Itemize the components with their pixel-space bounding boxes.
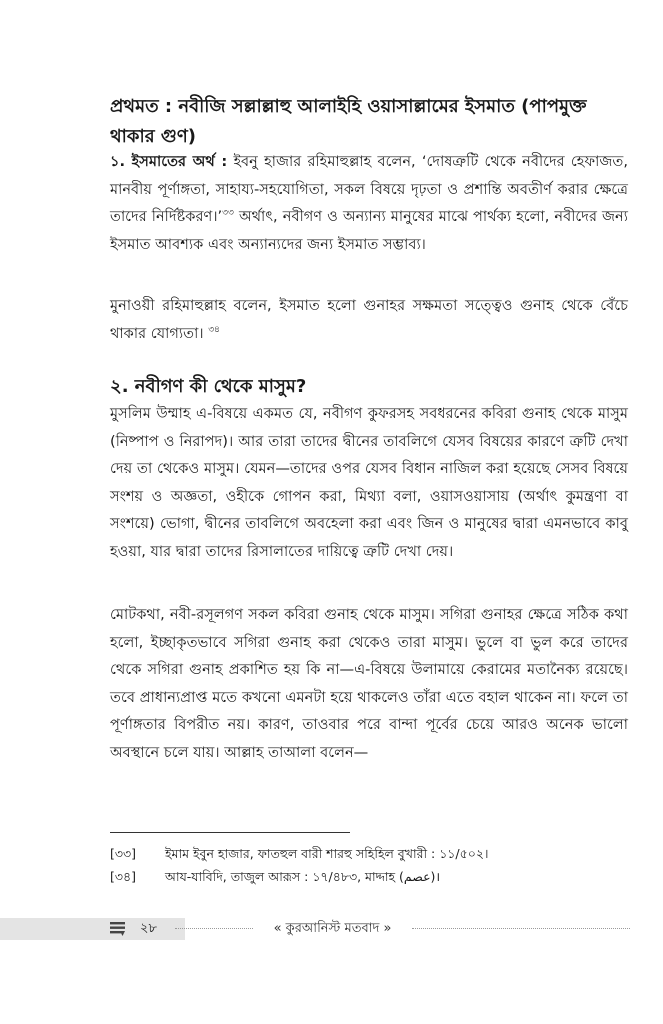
footnote-text: ইমাম ইবুন হাজার, ফাতহুল বারী শারহু সহিহিল বুখারী : ১১/৫০২। <box>165 846 489 861</box>
page-footer <box>0 912 663 946</box>
footnote-divider <box>110 832 350 833</box>
heading-primary: প্রথমত : নবীজি সল্লাল্লাহু আলাইহি ওয়াসাল্লামের ইসমাত (পাপমুক্ত থাকার গুণ) <box>110 96 587 147</box>
munawi-text: মুনাওয়ী রহিমাহুল্লাহ বলেন, ইসমাত হলো গুনাহর সক্ষমতা সত্ত্বেও গুনাহ থেকে বেঁচে থাকার যোগ্যতা। <box>110 297 628 342</box>
footnote-number: [৩৩] <box>110 846 137 861</box>
munawi-paragraph <box>110 292 628 347</box>
footnotes <box>110 842 630 888</box>
footer-ornament-left <box>175 928 253 929</box>
footer-ornament-right <box>412 928 630 929</box>
footnote-ref-33[interactable]: ৩৩ <box>222 208 234 219</box>
footer-band <box>0 918 185 940</box>
footnote-number: [৩৪] <box>110 869 136 884</box>
footnote-text: আয-যাবিদি, তাজুল আরূস : ১৭/৪৮৩, মাদ্দাহ (عصم)। <box>165 869 441 884</box>
footnote-33 <box>110 842 630 865</box>
section2-paragraph: মুসলিম উম্মাহ এ-বিষয়ে একমত যে, নবীগণ কুফরসহ সবধরনের কবিরা গুনাহ থেকে মাসুম (নিষ্পাপ ও নিরাপদ)। আর তারা তাদের দ্বীনের তাবলিগে যেসব বিষয়ের কারণে ত্রুটি দেখা দেয় তা থেকেও মাসুম। যেমন—তাদের ওপর যেসব বিধান নাজিল করা হয়েছে সেসব বিষয়ে সংশয় ও অজ্ঞতা, ওহীকে গোপন করা, মিথ্যা বলা, ওয়াসওয়াসায় (অর্থাৎ কুমন্ত্রণা বা সংশয়ে) ভোগা, দ্বীনের তাবলিগে অবহেলা করা এবং জিন ও মানুষের দ্বারা এমনভাবে কাবু হওয়া, যার দ্বারা তাদের রিসালাতের দায়িত্বে ত্রুটি দেখা দেয়। <box>110 405 628 560</box>
heading-section2: ২. নবীগণ কী থেকে মাসুম? <box>110 376 307 397</box>
section1-paragraph <box>110 148 628 258</box>
summary-paragraph: মোটকথা, নবী-রসূলগণ সকল কবিরা গুনাহ থেকে মাসুম। সগিরা গুনাহর ক্ষেত্রে সঠিক কথা হলো, ইচ্ছাকৃতভাবে সগিরা গুনাহ করা থেকেও তারা মাসুম। ভুলে বা ভুল করে তাদের থেকে সগিরা গুনাহ প্রকাশিত হয় কি না—এ-বিষয়ে উলামায়ে কেরামের মতানৈক্য রয়েছে। তবে প্রাধান্যপ্রাপ্ত মতে কখনো এমনটা হয়ে থাকলেও তাঁরা এতে বহাল থাকেন না। ফলে তা পূর্ণাঙ্গতার বিপরীত নয়। কারণ, তাওবার পরে বান্দা পূর্বের চেয়ে আরও অনেক ভালো অবস্থানে চলে যায়। আল্লাহ তাআলা বলেন— <box>110 606 628 761</box>
footnote-ref-34[interactable]: ৩৪ <box>208 324 220 335</box>
running-title: « কুরআনিস্ট মতবাদ » <box>273 921 392 936</box>
footnote-34 <box>110 865 630 888</box>
running-title-text: কুরআনিস্ট মতবাদ <box>285 921 380 936</box>
page-number: ২৮ <box>140 921 157 936</box>
section1-label: ১. ইসমাতের অর্থ : <box>110 153 228 170</box>
section1-text-b: অর্থাৎ, নবীগণ ও অন্যান্য মানুষের মাঝে পার্থক্য হলো, নবীদের জন্য ইসমাত আবশ্যক এবং অন্যান্যদের জন্য ইসমাত সম্ভাব্য। <box>110 208 629 253</box>
book-pages-icon <box>108 919 128 939</box>
section1-text-a: ইবনু হাজার রহিমাহুল্লাহ বলেন, ‘দোষত্রুটি থেকে নবীদের হেফাজত, মানবীয় পূর্ণাঙ্গতা, সাহায্য-সহযোগিতা, সকল বিষয়ে দৃঢ়তা ও প্রশান্তি অবতীর্ণ করার ক্ষেত্রে তাদের নির্দিষ্টকরণ।’ <box>110 153 628 225</box>
